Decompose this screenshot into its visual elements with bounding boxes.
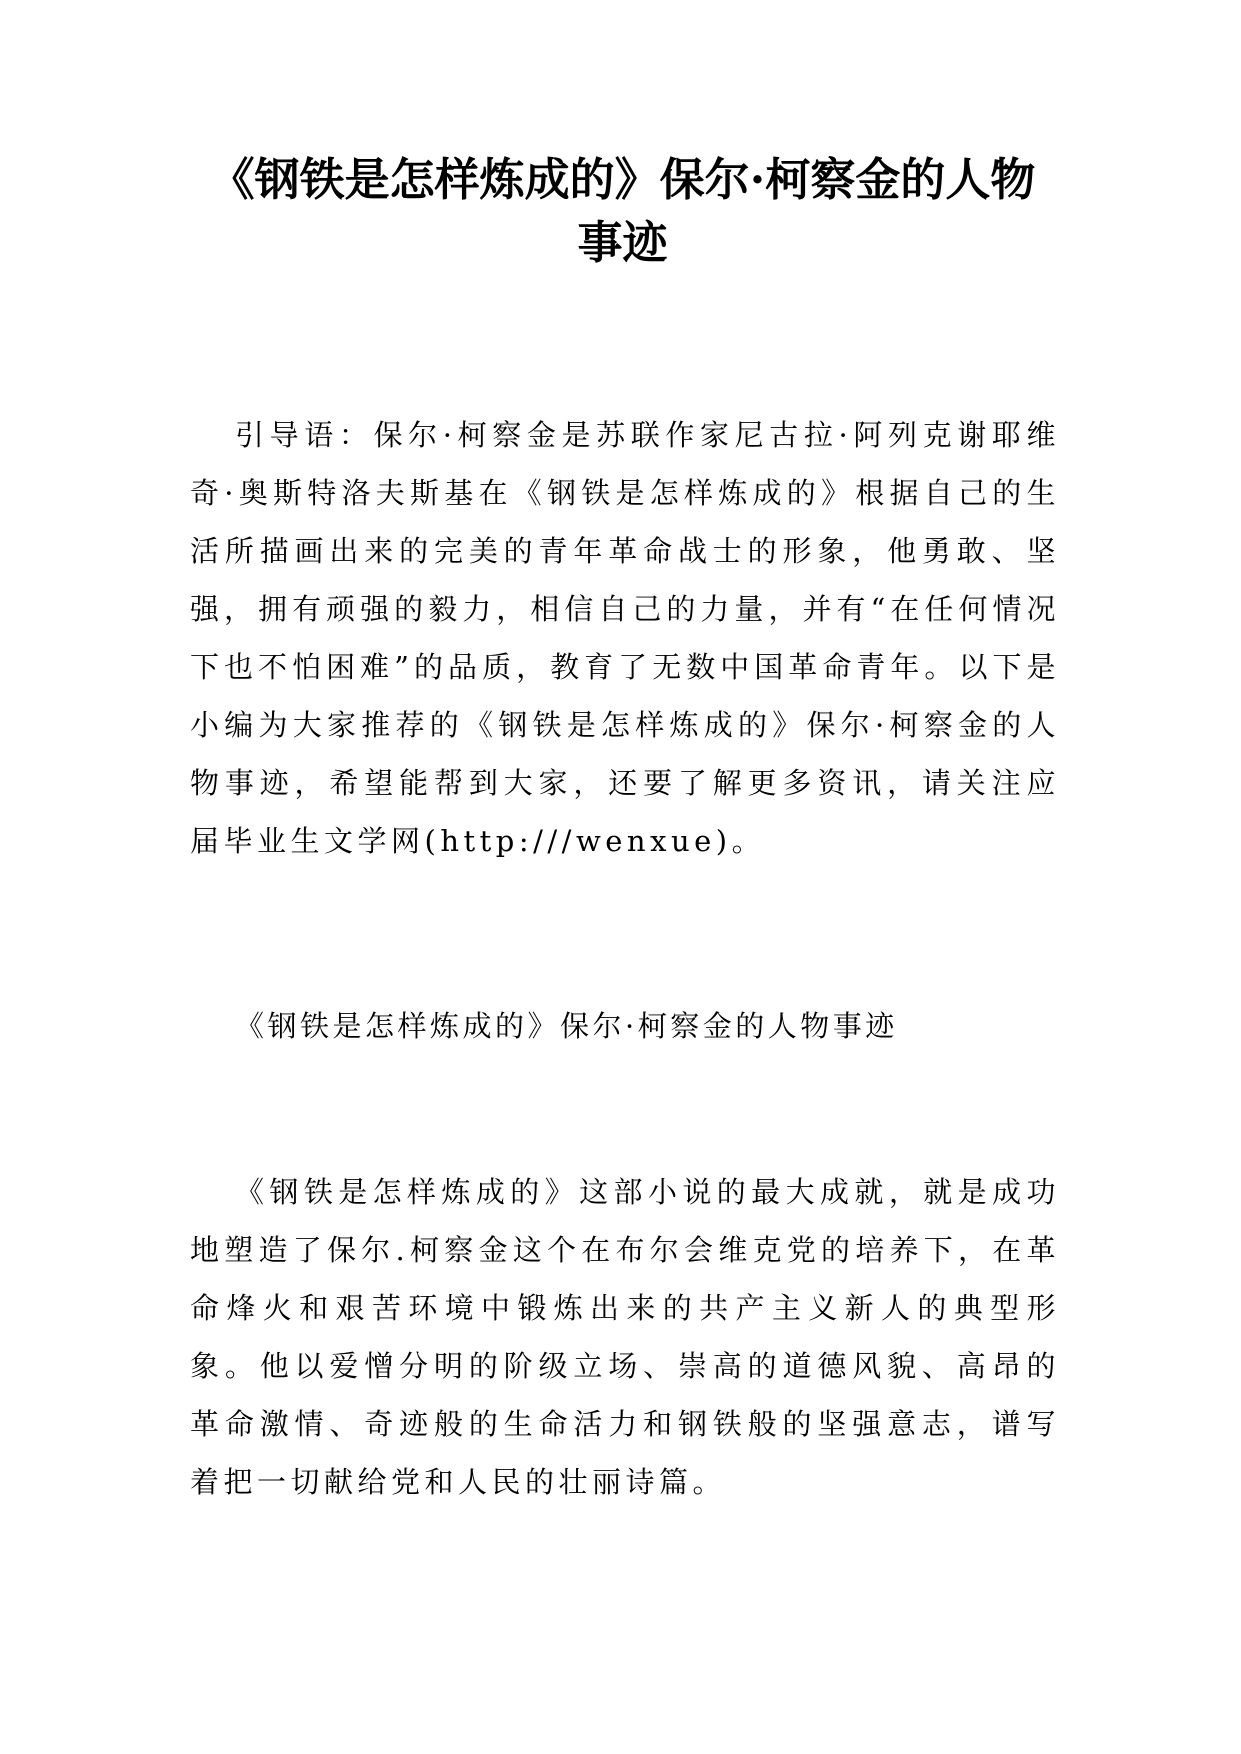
document-title: 《钢铁是怎样炼成的》保尔·柯察金的人物事迹 — [209, 153, 1036, 269]
section-heading: 《钢铁是怎样炼成的》保尔·柯察金的人物事迹 — [235, 1009, 898, 1043]
intro-paragraph: 引导语：保尔·柯察金是苏联作家尼古拉·阿列克谢耶维奇·奥斯特洛夫斯基在《钢铁是怎样炼成的》根据自己的生活所描画出来的完美的青年革命战士的形象，他勇敢、坚强，拥有顽强的毅力，相信自己的力量，并有“在任何情况下也不怕困难”的品质，教育了无数中国革命青年。以下是小编为大家推荐的《钢铁是怎样炼成的》保尔·柯察金的人物事迹，希望能帮到大家，还要了解更多资讯，请关注应届毕业生文学网(http:///wenxue)。 — [190, 418, 1061, 858]
body-paragraph: 《钢铁是怎样炼成的》这部小说的最大成就，就是成功地塑造了保尔.柯察金这个在布尔会维克党的培养下，在革命烽火和艰苦环境中锻炼出来的共产主义新人的典型形象。他以爱憎分明的阶级立场、崇高的道德风貌、高昂的革命激情、奇迹般的生命活力和钢铁般的坚强意志，谱写着把一切献给党和人民的壮丽诗篇。 — [190, 1175, 1060, 1499]
